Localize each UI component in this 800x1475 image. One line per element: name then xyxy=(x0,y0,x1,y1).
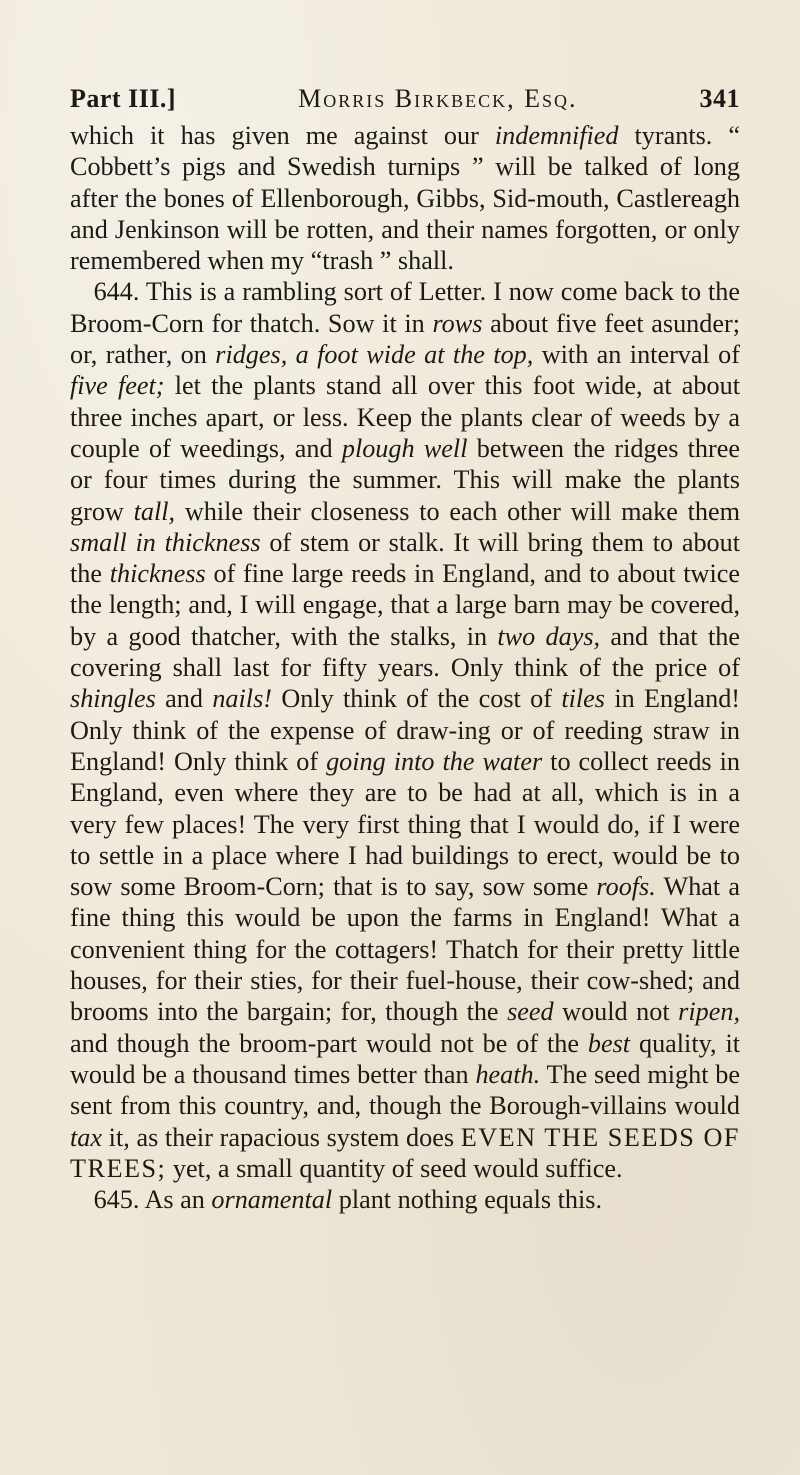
text-run: The seed might be sent from this country, and, though the Borough-villains would xyxy=(70,1059,740,1121)
text-run: Only think of the cost of xyxy=(271,684,562,714)
text-run: 644. This is a rambling sort of Letter. I now come back to the Broom-Corn for thatch. Sow it in xyxy=(70,277,740,338)
text-run: yet, a small quantity of seed would suffice. xyxy=(166,1153,623,1183)
text-run: 645. As an xyxy=(93,1185,212,1215)
page-number: 341 xyxy=(699,84,740,113)
italic-phrase: shingles xyxy=(70,684,156,714)
italic-phrase: ripen, xyxy=(678,997,740,1027)
italic-phrase: rows xyxy=(432,308,483,338)
text-run: quality, it would be a thousand times better than xyxy=(70,1028,740,1089)
italic-phrase: indemnified xyxy=(494,121,619,150)
italic-phrase: tall, xyxy=(133,496,176,526)
text-run: of stem or stalk. It will bring them to about the xyxy=(70,527,740,589)
emphasis-caps: EVEN THE SEEDS OF TREES; xyxy=(70,1122,740,1183)
italic-phrase: two days, xyxy=(497,621,601,651)
text-run: about five feet asunder; or, rather, on xyxy=(70,308,740,370)
italic-phrase: plough well xyxy=(341,433,468,463)
italic-phrase: tax xyxy=(70,1122,102,1152)
italic-phrase: nails! xyxy=(212,684,272,714)
text-run: What a fine thing this would be upon the farms in England! What a convenient thing for the cottagers! Thatch for their pretty little houses, for their sties, for their fuel-house, their cow-shed; and brooms into the bargain; for, though the xyxy=(70,872,740,1027)
italic-phrase: five feet; xyxy=(70,371,165,401)
italic-phrase: roofs. xyxy=(596,872,656,902)
text-run: and though the broom-part would not be of the xyxy=(70,1028,588,1058)
text-run: tyrants. “ Cobbett’s pigs and Swedish turnips ” will be talked of long after the bones of Ellenborough, Gibbs, Sid-mouth, Castlereagh and Jenkinson will be rotten, and their names forgotten, or only remembered when my “trash ” shall. xyxy=(70,121,741,276)
text-run: between the ridges three or four times during the summer. This will make the plants grow xyxy=(70,433,740,526)
italic-phrase: going into the water xyxy=(326,746,543,776)
part-label: Part III.] xyxy=(70,84,177,113)
paragraph-644 xyxy=(70,276,740,1184)
paragraph-continued xyxy=(70,120,740,276)
italic-phrase: best xyxy=(587,1028,631,1058)
text-run: with an interval of xyxy=(533,340,740,370)
paragraph-645 xyxy=(70,1184,740,1215)
italic-phrase: ridges, a foot wide at the top, xyxy=(215,340,534,370)
italic-phrase: ornamental xyxy=(211,1185,333,1215)
text-run: plant nothing equals this. xyxy=(332,1185,603,1215)
text-run: to collect reeds in England, even where they are to be had at all, which is in a very few places! The very first thing that I would do, if I were to settle in a place where I had buildings to erect, would be to sow some Broom-Corn; that is to say, sow some xyxy=(70,746,740,902)
italic-phrase: small in thickness xyxy=(70,527,261,557)
text-run: of fine large reeds in England, and to about twice the length; and, I will engage, that a large barn may be covered, by a good thatcher, with the stalks, in xyxy=(70,559,740,651)
italic-phrase: heath. xyxy=(475,1059,541,1089)
text-run: and xyxy=(155,684,213,714)
running-head xyxy=(70,84,740,114)
italic-phrase: tiles xyxy=(561,684,605,714)
body-text xyxy=(70,120,740,1215)
text-run: let the plants stand all over this foot wide, at about three inches apart, or less. Keep the plants clear of weeds by a couple of weedings, and xyxy=(70,371,740,463)
text-run: and that the covering shall last for fifty years. Only think of the price of xyxy=(70,621,740,683)
text-run: would not xyxy=(553,997,679,1027)
italic-phrase: thickness xyxy=(109,559,206,589)
running-title: Morris Birkbeck, Esq. xyxy=(298,84,578,113)
text-run: which it has given me against our xyxy=(70,121,495,150)
italic-phrase: seed xyxy=(507,997,554,1027)
text-run: while their closeness to each other will make them xyxy=(175,496,740,526)
text-run: in England! Only think of the expense of draw-ing or of reeding straw in England! Only think of xyxy=(70,684,741,776)
text-run: it, as their rapacious system does xyxy=(102,1122,461,1152)
